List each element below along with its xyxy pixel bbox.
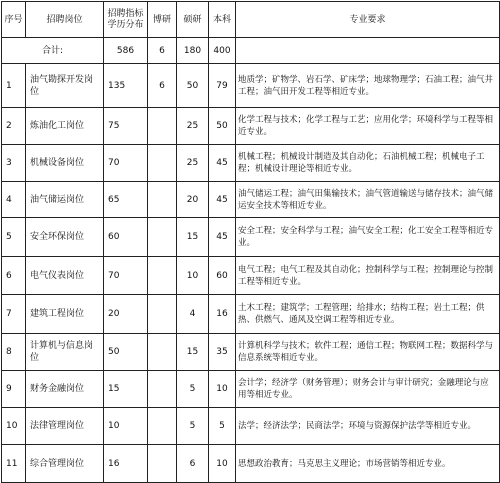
row-phd bbox=[148, 445, 177, 483]
table-row bbox=[2, 257, 500, 295]
table-row bbox=[2, 445, 500, 483]
row-seq: 1 bbox=[2, 64, 26, 108]
row-bachelor: 79 bbox=[209, 64, 236, 108]
row-requirements: 地质学；矿物学、岩石学、矿床学；地球物理学；石油工程；油气井工程；油气田开发工程等相近专业。 bbox=[236, 64, 500, 108]
row-requirements: 化学工程与技术；化学工程与工艺；应用化学；环境科学与工程等相近专业。 bbox=[236, 108, 500, 145]
row-seq: 9 bbox=[2, 371, 26, 408]
row-requirements: 油气储运工程；油气田集输技术；油气管道输送与储存技术；油气储运安全技术等相近专业。 bbox=[236, 182, 500, 218]
row-seq: 5 bbox=[2, 218, 26, 257]
header-row bbox=[2, 2, 500, 38]
row-quota: 20 bbox=[104, 295, 148, 334]
row-requirements: 计算机科学与技术；软件工程；通信工程；物联网工程；数据科学与信息系统等相近专业。 bbox=[236, 334, 500, 371]
total-label: 合计: bbox=[2, 38, 104, 64]
total-master: 180 bbox=[177, 38, 209, 64]
row-phd bbox=[148, 408, 177, 445]
row-master: 6 bbox=[177, 445, 209, 483]
row-phd bbox=[148, 295, 177, 334]
table-row bbox=[2, 295, 500, 334]
row-master: 5 bbox=[177, 408, 209, 445]
row-master: 4 bbox=[177, 295, 209, 334]
row-requirements: 电气工程；电气工程及其自动化；控制科学与工程；控制理论与控制工程等相近专业。 bbox=[236, 257, 500, 295]
row-position: 油气勘探开发岗位 bbox=[26, 64, 104, 108]
row-requirements: 机械工程；机械设计制造及其自动化；石油机械工程；机械电子工程；机械设计理论等相近专业。 bbox=[236, 145, 500, 182]
row-master: 5 bbox=[177, 371, 209, 408]
header-seq: 序号 bbox=[2, 2, 26, 38]
row-bachelor: 45 bbox=[209, 145, 236, 182]
recruitment-table bbox=[1, 1, 500, 483]
row-master: 25 bbox=[177, 145, 209, 182]
row-bachelor: 45 bbox=[209, 218, 236, 257]
row-quota: 70 bbox=[104, 257, 148, 295]
total-requirements bbox=[236, 38, 500, 64]
row-phd bbox=[148, 334, 177, 371]
row-position: 机械设备岗位 bbox=[26, 145, 104, 182]
row-requirements: 安全工程；安全科学与工程；油气安全工程；化工安全工程等相近专业。 bbox=[236, 218, 500, 257]
row-phd bbox=[148, 182, 177, 218]
total-quota: 586 bbox=[104, 38, 148, 64]
row-phd bbox=[148, 257, 177, 295]
row-seq: 8 bbox=[2, 334, 26, 371]
row-position: 油气储运岗位 bbox=[26, 182, 104, 218]
row-requirements: 会计学；经济学（财务管理）；财务会计与审计研究；金融理论与应用等相近专业。 bbox=[236, 371, 500, 408]
header-quota: 招聘指标学历分布 bbox=[104, 2, 148, 38]
row-quota: 65 bbox=[104, 182, 148, 218]
row-bachelor: 45 bbox=[209, 182, 236, 218]
row-phd bbox=[148, 371, 177, 408]
table-row bbox=[2, 334, 500, 371]
header-position: 招聘岗位 bbox=[26, 2, 104, 38]
table-row bbox=[2, 218, 500, 257]
row-quota: 135 bbox=[104, 64, 148, 108]
row-position: 建筑工程岗位 bbox=[26, 295, 104, 334]
row-master: 25 bbox=[177, 108, 209, 145]
row-seq: 4 bbox=[2, 182, 26, 218]
row-quota: 75 bbox=[104, 108, 148, 145]
row-quota: 50 bbox=[104, 334, 148, 371]
row-seq: 11 bbox=[2, 445, 26, 483]
row-seq: 2 bbox=[2, 108, 26, 145]
row-seq: 7 bbox=[2, 295, 26, 334]
row-quota: 15 bbox=[104, 371, 148, 408]
row-phd bbox=[148, 218, 177, 257]
row-master: 10 bbox=[177, 257, 209, 295]
row-bachelor: 10 bbox=[209, 445, 236, 483]
table-row bbox=[2, 408, 500, 445]
row-bachelor: 10 bbox=[209, 371, 236, 408]
row-seq: 3 bbox=[2, 145, 26, 182]
row-quota: 60 bbox=[104, 218, 148, 257]
row-position: 财务金融岗位 bbox=[26, 371, 104, 408]
row-position: 综合管理岗位 bbox=[26, 445, 104, 483]
table-row bbox=[2, 145, 500, 182]
row-requirements: 土木工程；建筑学；工程管理；给排水；结构工程；岩土工程；供热、供燃气、通风及空调工程等相近专业。 bbox=[236, 295, 500, 334]
row-bachelor: 16 bbox=[209, 295, 236, 334]
row-position: 电气仪表岗位 bbox=[26, 257, 104, 295]
header-requirements: 专业要求 bbox=[236, 2, 500, 38]
row-phd: 6 bbox=[148, 64, 177, 108]
row-phd bbox=[148, 108, 177, 145]
total-phd: 6 bbox=[148, 38, 177, 64]
row-phd bbox=[148, 145, 177, 182]
header-master: 硕研 bbox=[177, 2, 209, 38]
total-row bbox=[2, 38, 500, 64]
header-phd: 博研 bbox=[148, 2, 177, 38]
row-master: 20 bbox=[177, 182, 209, 218]
row-bachelor: 60 bbox=[209, 257, 236, 295]
row-quota: 16 bbox=[104, 445, 148, 483]
row-requirements: 法学；经济法学；民商法学；环境与资源保护法学等相近专业。 bbox=[236, 408, 500, 445]
row-quota: 70 bbox=[104, 145, 148, 182]
row-position: 法律管理岗位 bbox=[26, 408, 104, 445]
row-bachelor: 5 bbox=[209, 408, 236, 445]
row-bachelor: 50 bbox=[209, 108, 236, 145]
row-seq: 6 bbox=[2, 257, 26, 295]
table-row bbox=[2, 182, 500, 218]
row-master: 15 bbox=[177, 334, 209, 371]
row-master: 15 bbox=[177, 218, 209, 257]
table-row bbox=[2, 371, 500, 408]
table-row bbox=[2, 64, 500, 108]
table-row bbox=[2, 108, 500, 145]
header-bachelor: 本科 bbox=[209, 2, 236, 38]
row-bachelor: 35 bbox=[209, 334, 236, 371]
row-quota: 10 bbox=[104, 408, 148, 445]
row-requirements: 思想政治教育；马克思主义理论；市场营销等相近专业。 bbox=[236, 445, 500, 483]
row-position: 炼油化工岗位 bbox=[26, 108, 104, 145]
row-position: 安全环保岗位 bbox=[26, 218, 104, 257]
total-bachelor: 400 bbox=[209, 38, 236, 64]
row-position: 计算机与信息岗位 bbox=[26, 334, 104, 371]
row-master: 50 bbox=[177, 64, 209, 108]
row-seq: 10 bbox=[2, 408, 26, 445]
